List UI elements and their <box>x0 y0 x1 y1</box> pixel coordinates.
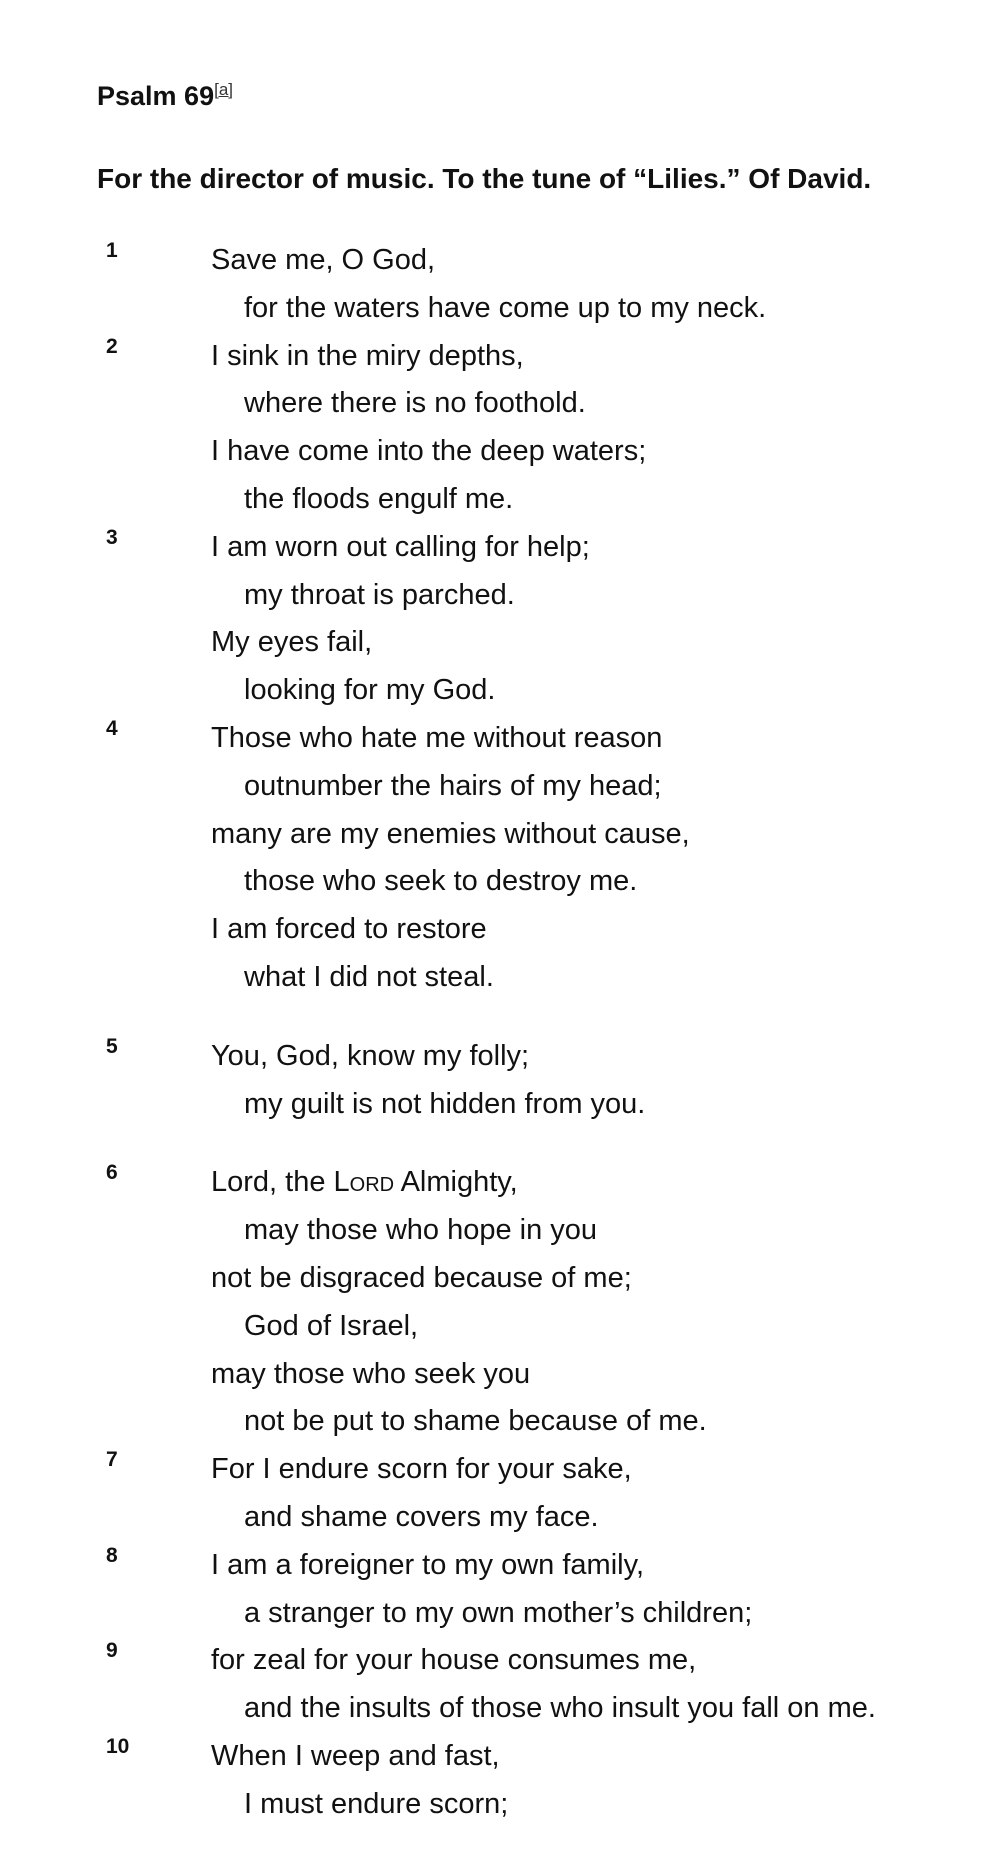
verse-number: 7 <box>106 1448 118 1472</box>
verse-line: the floods engulf me. <box>244 482 514 515</box>
verse-number: 6 <box>106 1161 118 1185</box>
verse-number: 1 <box>106 239 118 262</box>
verse-line: for zeal for your house consumes me, <box>211 1644 697 1677</box>
verse-line: Save me, O God, <box>211 244 436 276</box>
verse <box>0 1446 999 1542</box>
verse-line: I am a foreigner to my own family, <box>211 1548 645 1581</box>
footnote-link[interactable]: [a] <box>214 80 233 99</box>
stanza-break <box>0 1002 999 1033</box>
verse-line: and the insults of those who insult you fall on me. <box>244 1692 876 1725</box>
verse-line: I must endure scorn; <box>244 1787 509 1820</box>
verse-line: what I did not steal. <box>244 960 494 993</box>
verse-line: outnumber the hairs of my head; <box>244 769 662 802</box>
verse-line: a stranger to my own mother’s children; <box>244 1596 753 1629</box>
verse-line: Those who hate me without reason <box>211 721 663 754</box>
verse-line: may those who hope in you <box>244 1214 598 1247</box>
verse <box>0 1637 999 1733</box>
verse-number: 3 <box>106 525 118 549</box>
verse-line: those who seek to destroy me. <box>244 865 638 898</box>
verse-line: not be disgraced because of me; <box>211 1261 632 1294</box>
verse-line: I am worn out calling for help; <box>211 530 590 563</box>
verse-number: 2 <box>106 334 118 358</box>
verse-line: not be put to shame because of me. <box>244 1405 707 1438</box>
verse-line: my guilt is not hidden from you. <box>244 1087 646 1120</box>
verse-line: I have come into the deep waters; <box>211 435 647 468</box>
verse <box>0 237 999 333</box>
psalm-verses <box>0 237 999 1829</box>
psalm-title-text: Psalm 69 <box>97 81 215 111</box>
verse-line: may those who seek you <box>211 1357 531 1390</box>
verse <box>0 1542 999 1638</box>
verse-number: 4 <box>106 716 118 740</box>
divine-name: Lord <box>333 1166 395 1199</box>
verse-line: For I endure scorn for your sake, <box>211 1453 632 1486</box>
verse-number: 10 <box>106 1734 130 1758</box>
verse-line: God of Israel, <box>244 1309 419 1342</box>
psalm-heading <box>97 78 233 114</box>
verse-line <box>0 1159 999 1207</box>
psalm-superscription: For the director of music. To the tune of “Lilies.” Of David. <box>97 163 872 194</box>
verse-line: My eyes fail, <box>211 626 373 659</box>
verse-line-text: Lord, the <box>211 1166 334 1199</box>
verse <box>0 333 999 524</box>
verse-number: 5 <box>106 1034 118 1058</box>
stanza-break <box>0 1128 999 1159</box>
verse-number: 8 <box>106 1543 118 1567</box>
verse-line: You, God, know my folly; <box>211 1039 530 1072</box>
verse <box>0 1033 999 1129</box>
verse-number: 9 <box>106 1639 118 1663</box>
verse-line: and shame covers my face. <box>244 1500 599 1533</box>
verse-line: for the waters have come up to my neck. <box>244 291 767 324</box>
verse-line: where there is no foothold. <box>244 387 586 420</box>
verse <box>0 1159 999 1446</box>
verse-line: When I weep and fast, <box>211 1739 500 1772</box>
verse <box>0 524 999 715</box>
verse <box>0 715 999 1002</box>
verse-line: I sink in the miry depths, <box>211 339 524 372</box>
verse-line: many are my enemies without cause, <box>211 817 690 850</box>
verse-line-text: Almighty, <box>394 1166 518 1199</box>
verse-line: I am forced to restore <box>211 913 487 946</box>
verse <box>0 1733 999 1829</box>
verse-line: looking for my God. <box>244 674 496 707</box>
verse-line: my throat is parched. <box>244 578 515 611</box>
